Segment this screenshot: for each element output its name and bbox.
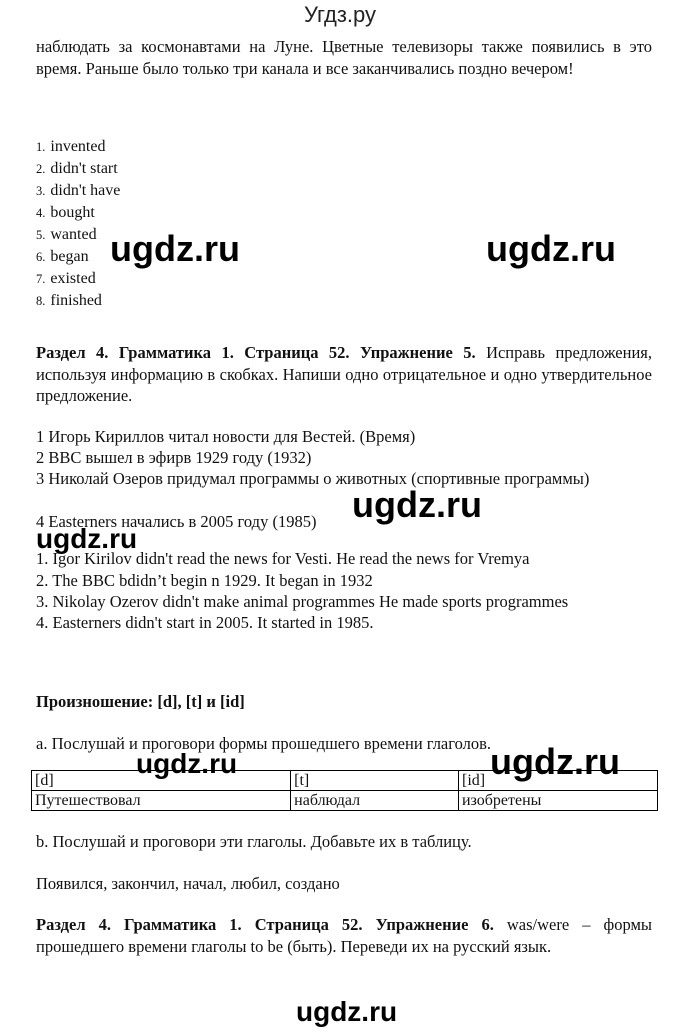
exercise6-instruction: was/were – формы прошедшего времени глаголы to be (быть). Переведи их на русский язык. <box>36 915 652 956</box>
exercise5-answer-3: 3. Nikolay Ozerov didn't make animal programmes He made sports programmes <box>36 592 569 611</box>
watermark: ugdz.ru <box>490 741 620 782</box>
table-cell: наблюдал <box>291 791 459 811</box>
list-item: 2. didn't start <box>36 160 118 177</box>
exercise6-block <box>36 914 652 957</box>
exercise5-answer-4: 4. Easterners didn't start in 2005. It started in 1985. <box>36 613 374 632</box>
list-item: 3. didn't have <box>36 182 121 199</box>
site-title: Угдз.ру <box>303 2 377 27</box>
exercise5-answer-1: 1. Igor Kirilov didn't read the news for Vesti. He read the news for Vremya <box>36 549 530 568</box>
intro-paragraph: наблюдать за космонавтами на Луне. Цветные телевизоры также появились в это время. Раньше было только три канала и все заканчивались поздно вечером! <box>36 37 652 78</box>
table-header-cell: [t] <box>291 771 459 791</box>
exercise5-task-4: 4 Easterners начались в 2005 году (1985) <box>36 512 317 531</box>
list-item: 1. invented <box>36 138 106 155</box>
list-item: 4. bought <box>36 204 95 221</box>
list-item: 6. began <box>36 248 89 265</box>
list-item: 8. finished <box>36 292 102 309</box>
table-header-cell: [d] <box>32 771 291 791</box>
exercise6-heading: Раздел 4. Грамматика 1. Страница 52. Упражнение 6. <box>36 915 494 934</box>
exercise5-instruction: Исправь предложения, используя информацию в скобках. Напиши одно отрицательное и одно утвердительное предложение. <box>36 343 652 405</box>
watermark: ugdz.ru <box>296 996 398 1027</box>
exercise5-task-1: 1 Игорь Кириллов читал новости для Вестей. (Время) <box>36 427 416 446</box>
pronunciation-task-a: a. Послушай и проговори формы прошедшего времени глаголов. <box>36 734 492 753</box>
pronunciation-heading: Произношение: [d], [t] и [id] <box>36 692 245 711</box>
watermark: ugdz.ru <box>352 484 482 525</box>
list-item: 5. wanted <box>36 226 97 243</box>
list-item: 7. existed <box>36 270 96 287</box>
exercise5-task-3: 3 Николай Озеров придумал программы о животных (спортивные программы) <box>36 469 590 488</box>
watermark: ugdz.ru <box>486 228 616 269</box>
table-row <box>32 791 658 811</box>
verbs-list: Появился, закончил, начал, любил, создано <box>36 874 340 893</box>
table-cell: Путешествовал <box>32 791 291 811</box>
watermark: ugdz.ru <box>136 748 238 779</box>
exercise5-answer-2: 2. The BBC bdidn’t begin n 1929. It began in 1932 <box>36 571 373 590</box>
answers-list <box>36 136 120 312</box>
table-header-cell: [id] <box>458 771 657 791</box>
watermark: ugdz.ru <box>110 228 240 269</box>
table-cell: изобретены <box>458 791 657 811</box>
exercise5-heading: Раздел 4. Грамматика 1. Страница 52. Упражнение 5. <box>36 343 476 362</box>
exercise5-block <box>36 342 652 407</box>
pronunciation-task-b: b. Послушай и проговори эти глаголы. Добавьте их в таблицу. <box>36 832 472 851</box>
exercise5-task-2: 2 BBC вышел в эфирв 1929 году (1932) <box>36 448 312 467</box>
watermark: ugdz.ru <box>36 523 138 554</box>
